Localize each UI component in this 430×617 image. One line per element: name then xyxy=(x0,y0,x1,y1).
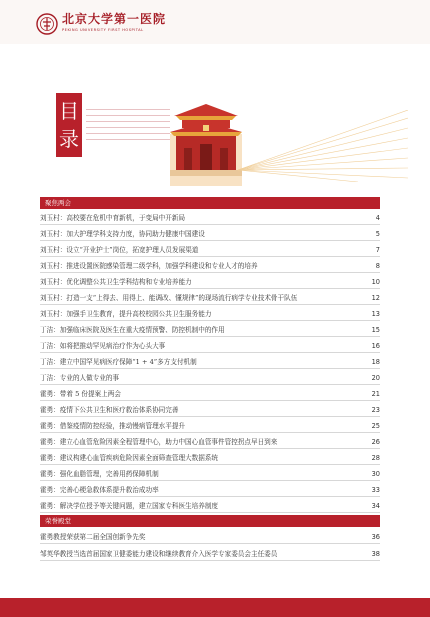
toc-entry[interactable] xyxy=(40,433,380,449)
toc-entry-text: 霍勇：带着 5 份提案上两会 xyxy=(40,390,121,398)
section-header: 荣誉殿堂 xyxy=(40,515,380,527)
toc-entry[interactable] xyxy=(40,337,380,353)
sun-rays-decoration xyxy=(238,110,408,182)
toc-section-focus xyxy=(40,197,380,513)
toc-entry-text: 刘玉村：打造一支“上得去、用得上、能调改、懂规律”的现场流行病学专业技术骨干队伍 xyxy=(40,294,298,302)
toc-entry[interactable] xyxy=(40,289,380,305)
toc-entry-page: 20 xyxy=(371,374,380,382)
toc-entry[interactable] xyxy=(40,481,380,497)
toc-entry[interactable] xyxy=(40,417,380,433)
toc-entry-page: 33 xyxy=(371,486,380,494)
toc-entry-text: 邹英华教授当选首届国家卫健委能力建设和继续教育介入医学专家委员会主任委员 xyxy=(40,550,278,558)
toc-title-char: 录 xyxy=(59,127,79,151)
toc-entry-text: 丁洁：加强临床医院及医生在重大疫情预警、防控机制中的作用 xyxy=(40,326,225,334)
toc-entry-text: 霍勇：疫情下公共卫生和医疗救治体系协同完善 xyxy=(40,406,179,414)
toc-entry-text: 刘玉村：加强手卫生教育，提升高校校园公共卫生服务能力 xyxy=(40,310,212,318)
toc-entry[interactable] xyxy=(40,369,380,385)
page-header xyxy=(0,0,430,44)
toc-entry-page: 4 xyxy=(375,214,380,222)
brand-name-en: PEKING UNIVERSITY FIRST HOSPITAL xyxy=(62,28,144,32)
brand-name-cn: 北京大学第一医院 xyxy=(62,12,167,26)
toc-entry[interactable] xyxy=(40,449,380,465)
toc-entry-text: 丁洁：建立中国罕见病医疗保障“1 + 4”多方支付机制 xyxy=(40,358,197,366)
toc-entry-text: 丁洁：专业的人做专业的事 xyxy=(40,374,120,382)
toc-entry-text: 霍勇教授荣获第二届全国创新争先奖 xyxy=(40,533,146,541)
toc-entry-text: 霍勇：完善心梗急救体系提升救治成功率 xyxy=(40,486,159,494)
toc-entry-text: 丁洁：如将把推动罕见病治疗作为心头大事 xyxy=(40,342,166,350)
toc-entry[interactable] xyxy=(40,241,380,257)
toc-entry-text: 刘玉村：优化调整公共卫生学科结构和专业培养能力 xyxy=(40,278,192,286)
toc-section-honors xyxy=(40,515,380,561)
toc-entry-page: 12 xyxy=(371,294,380,302)
toc-entry-page: 21 xyxy=(371,390,380,398)
toc-entry-page: 15 xyxy=(371,326,380,334)
toc-entry-text: 刘玉村：高校要在危机中育新机，于变局中开新局 xyxy=(40,214,186,222)
toc-entry[interactable] xyxy=(40,273,380,289)
toc-entry[interactable] xyxy=(40,527,380,544)
toc-entry-text: 刘玉村：加大护理学科支持力度，协同助力健康中国建设 xyxy=(40,230,205,238)
toc-entry[interactable] xyxy=(40,321,380,337)
toc-entry-text: 霍勇：强化血脂管理，完善用药保障机制 xyxy=(40,470,159,478)
toc-entry-text: 霍勇：建立心血管危险因素全程管理中心，助力中国心血管事件管控拐点早日到来 xyxy=(40,438,278,446)
toc-entry-page: 28 xyxy=(371,454,380,462)
hospital-logo-icon xyxy=(36,13,58,35)
toc-entry[interactable] xyxy=(40,544,380,561)
toc-entry[interactable] xyxy=(40,385,380,401)
toc-entry-page: 16 xyxy=(371,342,380,350)
toc-entry-page: 38 xyxy=(371,550,380,558)
toc-entry-page: 34 xyxy=(371,502,380,510)
toc-entry-page: 5 xyxy=(375,230,380,238)
toc-entry-page: 10 xyxy=(371,278,380,286)
brand-block xyxy=(62,13,166,32)
toc-entry-text: 刘玉村：设立“开业护士”岗位，拓宽护理人员发展渠道 xyxy=(40,246,199,254)
toc-entry-page: 8 xyxy=(375,262,380,270)
decorative-stripes xyxy=(86,109,170,145)
toc-entry-page: 36 xyxy=(371,533,380,541)
toc-entry-text: 霍勇：解决学位授予等关键问题，建立国家专科医生培养制度 xyxy=(40,502,219,510)
toc-entry-page: 30 xyxy=(371,470,380,478)
toc-entry-page: 26 xyxy=(371,438,380,446)
toc-entry-page: 7 xyxy=(375,246,380,254)
toc-sections xyxy=(40,197,380,561)
tiananmen-illustration-icon xyxy=(170,76,242,186)
toc-entry[interactable] xyxy=(40,401,380,417)
toc-entry[interactable] xyxy=(40,465,380,481)
toc-title-char: 目 xyxy=(59,99,79,123)
toc-entry[interactable] xyxy=(40,497,380,513)
section-header: 聚焦两会 xyxy=(40,197,380,209)
toc-entry-page: 18 xyxy=(371,358,380,366)
toc-entry[interactable] xyxy=(40,209,380,225)
toc-entry-text: 霍勇：建议构建心血管疾病危险因素全面筛查管理大数据系统 xyxy=(40,454,219,462)
toc-entry[interactable] xyxy=(40,305,380,321)
toc-entry-page: 13 xyxy=(371,310,380,318)
toc-entry-page: 23 xyxy=(371,406,380,414)
toc-entry[interactable] xyxy=(40,257,380,273)
toc-entry-text: 霍勇：借鉴疫情防控经验，推动慢病管理水平提升 xyxy=(40,422,186,430)
toc-entry-page: 25 xyxy=(371,422,380,430)
toc-title xyxy=(56,93,82,157)
toc-entry[interactable] xyxy=(40,353,380,369)
page-footer-bar xyxy=(0,598,430,617)
toc-entry-text: 刘玉村：推进设置医院感染管理二级学科，加强学科建设和专业人才的培养 xyxy=(40,262,258,270)
toc-entry[interactable] xyxy=(40,225,380,241)
